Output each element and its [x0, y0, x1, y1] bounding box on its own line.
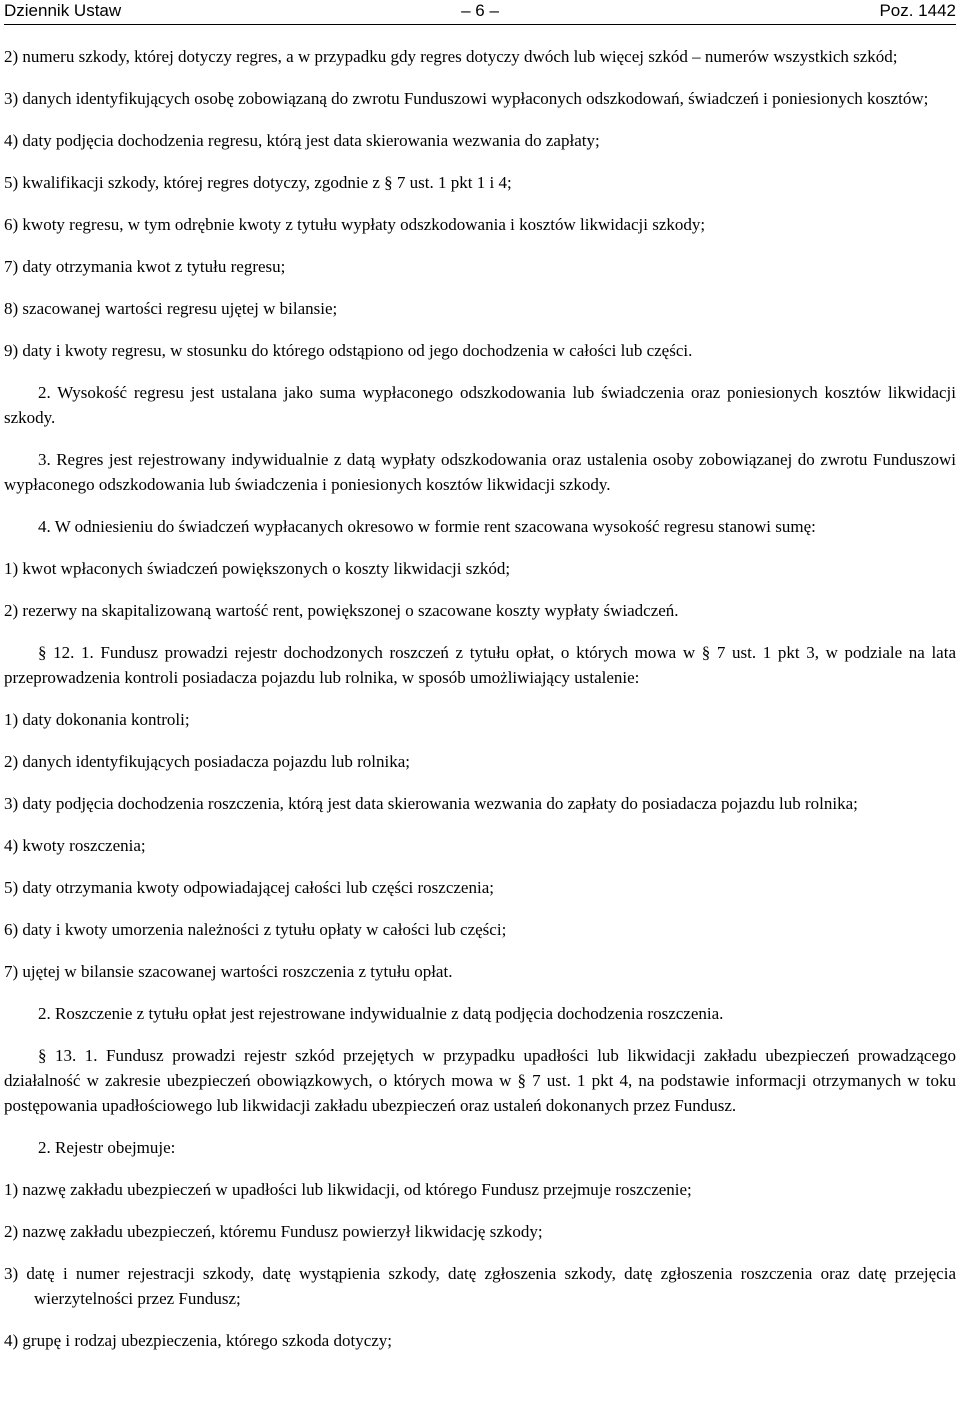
paragraph: 2. Roszczenie z tytułu opłat jest rejestrowane indywidualnie z datą podjęcia dochodzenia roszczenia. — [38, 1004, 724, 1023]
list-item: 1) nazwę zakładu ubezpieczeń w upadłości lub likwidacji, od którego Fundusz przejmuje roszczenie; — [4, 1180, 692, 1199]
list-item: 4) daty podjęcia dochodzenia regresu, którą jest data skierowania wezwania do zapłaty; — [4, 131, 600, 150]
paragraph: 3. Regres jest rejestrowany indywidualnie z datą wypłaty odszkodowania oraz ustalenia osoby zobowiązanej do zwrotu Funduszowi wypłaconego odszkodowania lub świadczenia i poniesionych kosztów likwidacji szkody. — [4, 450, 956, 494]
list-item: 2) rezerwy na skapitalizowaną wartość rent, powiększonej o szacowane koszty wypłaty świadczeń. — [4, 601, 679, 620]
list-item: 5) kwalifikacji szkody, której regres dotyczy, zgodnie z § 7 ust. 1 pkt 1 i 4; — [4, 173, 512, 192]
position-number: Poz. 1442 — [879, 1, 956, 20]
list-item: 2) numeru szkody, której dotyczy regres, a w przypadku gdy regres dotyczy dwóch lub więcej szkód – numerów wszystkich szkód; — [4, 47, 898, 66]
list-item: 1) kwot wpłaconych świadczeń powiększonych o koszty likwidacji szkód; — [4, 559, 511, 578]
list-item: 6) daty i kwoty umorzenia należności z tytułu opłaty w całości lub części; — [4, 920, 507, 939]
list-item: 5) daty otrzymania kwoty odpowiadającej całości lub części roszczenia; — [4, 878, 494, 897]
list-item: 3) daty podjęcia dochodzenia roszczenia, którą jest data skierowania wezwania do zapłaty do posiadacza pojazdu lub rolnika; — [4, 794, 858, 813]
list-item: 6) kwoty regresu, w tym odrębnie kwoty z tytułu wypłaty odszkodowania i kosztów likwidacji szkody; — [4, 215, 706, 234]
list-item: 7) daty otrzymania kwot z tytułu regresu; — [4, 257, 286, 276]
list-item: 7) ujętej w bilansie szacowanej wartości roszczenia z tytułu opłat. — [4, 962, 453, 981]
paragraph: 4. W odniesieniu do świadczeń wypłacanych okresowo w formie rent szacowana wysokość regresu stanowi sumę: — [38, 517, 816, 536]
list-item: 2) danych identyfikujących posiadacza pojazdu lub rolnika; — [4, 752, 410, 771]
page-header — [4, 0, 956, 25]
list-item: 8) szacowanej wartości regresu ujętej w bilansie; — [4, 299, 338, 318]
paragraph: 2. Wysokość regresu jest ustalana jako suma wypłaconego odszkodowania lub świadczenia oraz poniesionych kosztów likwidacji szkody. — [4, 383, 956, 427]
section-paragraph: § 13. 1. Fundusz prowadzi rejestr szkód przejętych w przypadku upadłości lub likwidacji zakładu ubezpieczeń prowadzącego działalność w zakresie ubezpieczeń obowiązkowych, o których mowa w § 7 ust. 1 pkt 4, na podstawie informacji otrzymanych w toku postępowania upadłościowego lub likwidacji zakładu ubezpieczeń oraz ustaleń dokonanych przez Fundusz. — [4, 1046, 956, 1115]
page-number: – 6 – — [461, 1, 499, 20]
list-item: 3) danych identyfikujących osobę zobowiązaną do zwrotu Funduszowi wypłaconych odszkodowań, świadczeń i poniesionych kosztów; — [4, 89, 929, 108]
section-paragraph: § 12. 1. Fundusz prowadzi rejestr dochodzonych roszczeń z tytułu opłat, o których mowa w § 7 ust. 1 pkt 3, w podziale na lata przeprowadzenia kontroli posiadacza pojazdu lub rolnika, w sposób umożliwiający ustalenie: — [4, 643, 956, 687]
list-item: 4) grupę i rodzaj ubezpieczenia, którego szkoda dotyczy; — [4, 1331, 393, 1350]
paragraph: 2. Rejestr obejmuje: — [38, 1138, 176, 1157]
list-item: 2) nazwę zakładu ubezpieczeń, któremu Fundusz powierzył likwidację szkody; — [4, 1222, 543, 1241]
list-item: 9) daty i kwoty regresu, w stosunku do którego odstąpiono od jego dochodzenia w całości lub części. — [4, 341, 693, 360]
journal-title: Dziennik Ustaw — [4, 1, 122, 20]
document-body — [4, 44, 956, 1370]
list-item: 3) datę i numer rejestracji szkody, datę wystąpienia szkody, datę zgłoszenia szkody, datę zgłoszenia roszczenia oraz datę przejęcia wierzytelności przez Fundusz; — [4, 1264, 956, 1308]
list-item: 1) daty dokonania kontroli; — [4, 710, 190, 729]
list-item: 4) kwoty roszczenia; — [4, 836, 146, 855]
